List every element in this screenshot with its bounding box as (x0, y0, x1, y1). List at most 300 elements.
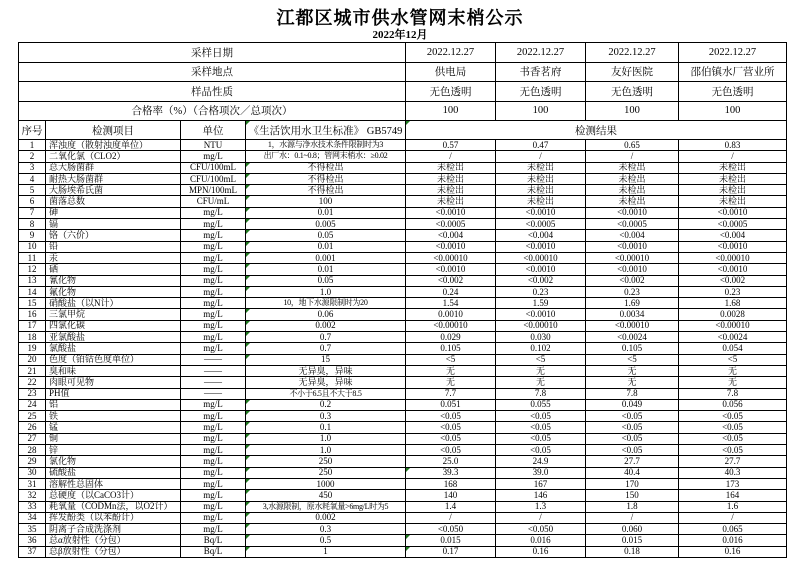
result-value: 7.8 (679, 388, 787, 399)
standard-limit: 3,水源限制，原水耗氧量>6mg/L时为5 (246, 501, 406, 512)
result-value: <0.0010 (406, 207, 496, 218)
item-name: 氟化物 (46, 286, 181, 297)
table-row (19, 275, 787, 286)
result-value: / (679, 512, 787, 523)
table-row (19, 286, 787, 297)
item-name: 四氯化碳 (46, 320, 181, 331)
result-value: 1.8 (586, 501, 679, 512)
info-value: 2022.12.27 (586, 43, 679, 63)
result-value: 未检出 (406, 173, 496, 184)
table-row (19, 151, 787, 162)
result-value: 0.57 (406, 140, 496, 151)
result-value: <0.00010 (679, 252, 787, 263)
result-value: 140 (406, 490, 496, 501)
result-value: 1.4 (406, 501, 496, 512)
unit: mg/L (181, 207, 246, 218)
table-row (19, 219, 787, 230)
table-row (19, 490, 787, 501)
result-value: <0.00010 (586, 252, 679, 263)
item-name: 色度（铂钴色度单位） (46, 354, 181, 365)
result-value: <0.05 (586, 445, 679, 456)
item-name: 硒 (46, 264, 181, 275)
table-row (19, 252, 787, 263)
standard-limit: 0.7 (246, 332, 406, 343)
unit: Bq/L (181, 546, 246, 557)
standard-limit: 0.5 (246, 535, 406, 546)
result-value: 0.029 (406, 332, 496, 343)
item-name: 二氧化氯（CLO2） (46, 151, 181, 162)
unit: MPN/100mL (181, 185, 246, 196)
result-value: <0.002 (679, 275, 787, 286)
result-value: 0.65 (586, 140, 679, 151)
result-value: 无 (679, 365, 787, 376)
result-value: <0.004 (679, 230, 787, 241)
info-label: 合格率（%）（合格项次／总项次） (19, 101, 406, 121)
result-value: 1.69 (586, 298, 679, 309)
unit: CFU/mL (181, 196, 246, 207)
standard-limit: 0.002 (246, 512, 406, 523)
row-number: 6 (19, 196, 46, 207)
result-value: <0.004 (406, 230, 496, 241)
result-value: <0.050 (406, 524, 496, 535)
result-value: 150 (586, 490, 679, 501)
row-number: 28 (19, 445, 46, 456)
standard-limit: 0.05 (246, 275, 406, 286)
result-value: <0.0005 (586, 219, 679, 230)
result-value: <0.004 (496, 230, 586, 241)
info-label: 采样地点 (19, 62, 406, 82)
row-number: 34 (19, 512, 46, 523)
result-value: 未检出 (586, 196, 679, 207)
item-name: 阴离子合成洗涤剂 (46, 524, 181, 535)
result-value: 0.83 (679, 140, 787, 151)
row-number: 1 (19, 140, 46, 151)
info-row (19, 43, 787, 63)
result-value: 0.015 (586, 535, 679, 546)
result-value: 24.9 (496, 456, 586, 467)
result-value: 0.030 (496, 332, 586, 343)
item-name: 汞 (46, 252, 181, 263)
result-value: 未检出 (496, 185, 586, 196)
result-value: 27.7 (586, 456, 679, 467)
result-value: <0.0024 (679, 332, 787, 343)
standard-limit: 15 (246, 354, 406, 365)
header-row (19, 121, 787, 140)
result-value: <0.0024 (586, 332, 679, 343)
row-number: 21 (19, 365, 46, 376)
row-number: 32 (19, 490, 46, 501)
result-value: / (496, 512, 586, 523)
result-value: 1.54 (406, 298, 496, 309)
unit: mg/L (181, 320, 246, 331)
row-number: 26 (19, 422, 46, 433)
result-value: <0.00010 (586, 320, 679, 331)
result-value: 0.0034 (586, 309, 679, 320)
result-value: 0.0028 (679, 309, 787, 320)
result-value: <0.05 (679, 433, 787, 444)
row-number: 36 (19, 535, 46, 546)
standard-limit: 0.3 (246, 524, 406, 535)
result-value: <0.0010 (406, 264, 496, 275)
result-value: 无 (679, 377, 787, 388)
result-value: <5 (586, 354, 679, 365)
item-name: 镉 (46, 219, 181, 230)
result-value: <0.0005 (496, 219, 586, 230)
unit: —— (181, 354, 246, 365)
standard-limit: 不小于6.5且不大于8.5 (246, 388, 406, 399)
row-number: 2 (19, 151, 46, 162)
data-body (19, 140, 787, 558)
result-value: <0.0010 (679, 241, 787, 252)
unit: mg/L (181, 332, 246, 343)
row-number: 10 (19, 241, 46, 252)
table-row (19, 422, 787, 433)
unit: mg/L (181, 309, 246, 320)
info-value: 100 (586, 101, 679, 121)
row-number: 17 (19, 320, 46, 331)
result-value: 1.3 (496, 501, 586, 512)
item-name: 挥发酚类（以苯酚计） (46, 512, 181, 523)
result-value: <0.0010 (586, 241, 679, 252)
row-number: 23 (19, 388, 46, 399)
result-value: <0.0010 (586, 207, 679, 218)
table-row (19, 140, 787, 151)
info-value: 邵伯镇水厂营业所 (679, 62, 787, 82)
row-number: 27 (19, 433, 46, 444)
info-label: 采样日期 (19, 43, 406, 63)
table-row (19, 196, 787, 207)
unit: mg/L (181, 151, 246, 162)
standard-limit: 0.3 (246, 411, 406, 422)
unit: mg/L (181, 422, 246, 433)
unit: mg/L (181, 286, 246, 297)
table-row (19, 501, 787, 512)
result-value: <0.05 (406, 411, 496, 422)
unit: mg/L (181, 252, 246, 263)
info-value: 无色透明 (586, 82, 679, 102)
unit: mg/L (181, 411, 246, 422)
info-value: 友好医院 (586, 62, 679, 82)
result-value: 无 (586, 365, 679, 376)
row-number: 12 (19, 264, 46, 275)
row-number: 25 (19, 411, 46, 422)
unit: mg/L (181, 467, 246, 478)
item-name: 亚氯酸盐 (46, 332, 181, 343)
row-number: 19 (19, 343, 46, 354)
result-value: 0.065 (679, 524, 787, 535)
item-name: 三氯甲烷 (46, 309, 181, 320)
result-value: <0.05 (586, 422, 679, 433)
result-value: / (406, 151, 496, 162)
unit: mg/L (181, 298, 246, 309)
row-number: 8 (19, 219, 46, 230)
row-number: 9 (19, 230, 46, 241)
standard-limit: 1.0 (246, 433, 406, 444)
result-value: 170 (586, 478, 679, 489)
unit: —— (181, 388, 246, 399)
table-row (19, 433, 787, 444)
result-value: <0.05 (496, 445, 586, 456)
table-row (19, 298, 787, 309)
standard-limit: 1000 (246, 478, 406, 489)
result-value: 未检出 (406, 196, 496, 207)
result-value: 0.23 (496, 286, 586, 297)
result-value: / (586, 512, 679, 523)
result-value: 无 (586, 377, 679, 388)
result-value: 1.59 (496, 298, 586, 309)
row-number: 11 (19, 252, 46, 263)
info-value: 书香茗府 (496, 62, 586, 82)
row-number: 20 (19, 354, 46, 365)
result-value: / (679, 151, 787, 162)
standard-limit: 0.2 (246, 399, 406, 410)
table-row (19, 241, 787, 252)
result-value: 27.7 (679, 456, 787, 467)
unit: Bq/L (181, 535, 246, 546)
result-value: <5 (406, 354, 496, 365)
table-row (19, 546, 787, 557)
result-value: <0.0010 (496, 309, 586, 320)
unit: mg/L (181, 241, 246, 252)
result-value: 39.0 (496, 467, 586, 478)
result-value: 0.0010 (406, 309, 496, 320)
result-value: 39.3 (406, 467, 496, 478)
result-value: 0.055 (496, 399, 586, 410)
standard-limit: 1，水源与净水技术条件限制时为3 (246, 140, 406, 151)
table-row (19, 512, 787, 523)
row-number: 13 (19, 275, 46, 286)
standard-limit: 0.01 (246, 207, 406, 218)
unit: mg/L (181, 275, 246, 286)
result-value: 0.051 (406, 399, 496, 410)
result-value: 0.23 (679, 286, 787, 297)
table-row (19, 320, 787, 331)
row-number: 16 (19, 309, 46, 320)
item-name: 锰 (46, 422, 181, 433)
item-name: 氰化物 (46, 275, 181, 286)
result-value: 未检出 (496, 162, 586, 173)
result-value: 0.015 (406, 535, 496, 546)
result-value: <0.004 (586, 230, 679, 241)
info-value: 2022.12.27 (406, 43, 496, 63)
result-value: 无 (406, 365, 496, 376)
result-value: 0.054 (679, 343, 787, 354)
item-name: 硝酸盐（以N计） (46, 298, 181, 309)
result-value: 40.4 (586, 467, 679, 478)
table-row (19, 264, 787, 275)
standard-limit: 0.01 (246, 241, 406, 252)
item-name: 总α放射性（分包） (46, 535, 181, 546)
result-value: 0.016 (496, 535, 586, 546)
result-value: 0.47 (496, 140, 586, 151)
info-row (19, 82, 787, 102)
result-value: <0.05 (406, 422, 496, 433)
result-value: <0.002 (496, 275, 586, 286)
info-value: 无色透明 (679, 82, 787, 102)
standard-limit: 不得检出 (246, 185, 406, 196)
standard-limit: 250 (246, 467, 406, 478)
result-value: / (586, 151, 679, 162)
result-value: <0.050 (496, 524, 586, 535)
row-number: 22 (19, 377, 46, 388)
page-subtitle: 2022年12月 (372, 29, 428, 41)
result-value: 7.7 (406, 388, 496, 399)
row-number: 31 (19, 478, 46, 489)
unit: mg/L (181, 490, 246, 501)
table-row (19, 456, 787, 467)
result-value: 未检出 (679, 173, 787, 184)
result-value: <5 (679, 354, 787, 365)
item-name: 耐热大肠菌群 (46, 173, 181, 184)
result-value: 未检出 (679, 196, 787, 207)
info-body (19, 43, 787, 121)
result-value: 0.17 (406, 546, 496, 557)
row-number: 37 (19, 546, 46, 557)
result-value: 7.8 (496, 388, 586, 399)
result-value: 164 (679, 490, 787, 501)
unit: mg/L (181, 445, 246, 456)
info-row (19, 101, 787, 121)
item-name: 硫酸盐 (46, 467, 181, 478)
result-value: <5 (496, 354, 586, 365)
table-row (19, 332, 787, 343)
standard-limit: 1.0 (246, 286, 406, 297)
standard-limit: 0.06 (246, 309, 406, 320)
column-header-standard: 《生活饮用水卫生标准》 GB5749 (246, 121, 406, 140)
result-value: 未检出 (586, 173, 679, 184)
result-value: 7.8 (586, 388, 679, 399)
result-value: 0.016 (679, 535, 787, 546)
row-number: 35 (19, 524, 46, 535)
result-value: 168 (406, 478, 496, 489)
row-number: 4 (19, 173, 46, 184)
result-value: 25.0 (406, 456, 496, 467)
result-value: 0.060 (586, 524, 679, 535)
row-number: 30 (19, 467, 46, 478)
info-value: 100 (496, 101, 586, 121)
column-header-unit: 单位 (181, 121, 246, 140)
result-value: <0.05 (679, 411, 787, 422)
result-value: <0.05 (679, 445, 787, 456)
result-value: <0.05 (679, 422, 787, 433)
result-value: 0.16 (679, 546, 787, 557)
item-name: 肉眼可见物 (46, 377, 181, 388)
row-number: 5 (19, 185, 46, 196)
item-name: 锌 (46, 445, 181, 456)
unit: CFU/100mL (181, 173, 246, 184)
info-value: 供电局 (406, 62, 496, 82)
result-value: <0.0010 (679, 207, 787, 218)
column-header-result: 检测结果 (406, 121, 787, 140)
result-value: <0.05 (496, 433, 586, 444)
result-value: 未检出 (496, 196, 586, 207)
result-value: 未检出 (586, 185, 679, 196)
result-value: <0.05 (496, 422, 586, 433)
result-value: <0.00010 (406, 252, 496, 263)
result-value: <0.00010 (496, 320, 586, 331)
standard-limit: 无异臭，异味 (246, 365, 406, 376)
item-name: 耗氧量（CODMn法，以O2计） (46, 501, 181, 512)
result-value: / (406, 512, 496, 523)
table-row (19, 377, 787, 388)
standard-limit: 0.05 (246, 230, 406, 241)
table-row (19, 535, 787, 546)
result-value: <0.00010 (496, 252, 586, 263)
item-name: 总硬度（以CaCO3计） (46, 490, 181, 501)
result-value: 1.68 (679, 298, 787, 309)
item-name: 浑浊度（散射浊度单位） (46, 140, 181, 151)
unit: mg/L (181, 478, 246, 489)
result-value: 0.056 (679, 399, 787, 410)
result-value: <0.0010 (496, 264, 586, 275)
result-value: 173 (679, 478, 787, 489)
unit: mg/L (181, 456, 246, 467)
item-name: 菌落总数 (46, 196, 181, 207)
table-row (19, 365, 787, 376)
standard-limit: 0.7 (246, 343, 406, 354)
item-name: 砷 (46, 207, 181, 218)
info-row (19, 62, 787, 82)
unit: —— (181, 377, 246, 388)
table-row (19, 173, 787, 184)
unit: mg/L (181, 433, 246, 444)
standard-limit: 100 (246, 196, 406, 207)
item-name: 氯酸盐 (46, 343, 181, 354)
result-value: 146 (496, 490, 586, 501)
result-value: <0.0010 (406, 241, 496, 252)
item-name: 总β放射性（分包） (46, 546, 181, 557)
page-title: 江都区城市供水管网末梢公示 (276, 8, 524, 28)
table-row (19, 230, 787, 241)
item-name: 总大肠菌群 (46, 162, 181, 173)
standard-limit: 出厂水：0.1~0.8；管网末梢水：≥0.02 (246, 151, 406, 162)
result-value: 未检出 (406, 185, 496, 196)
info-label: 样品性质 (19, 82, 406, 102)
item-name: 氯化物 (46, 456, 181, 467)
unit: mg/L (181, 219, 246, 230)
item-name: 铝 (46, 399, 181, 410)
standard-limit: 0.1 (246, 422, 406, 433)
table-row (19, 399, 787, 410)
result-value: <0.0010 (586, 264, 679, 275)
standard-limit: 450 (246, 490, 406, 501)
standard-limit: 0.005 (246, 219, 406, 230)
result-value: 无 (496, 377, 586, 388)
unit: mg/L (181, 230, 246, 241)
standard-limit: 0.001 (246, 252, 406, 263)
info-value: 2022.12.27 (496, 43, 586, 63)
item-name: 大肠埃希氏菌 (46, 185, 181, 196)
result-value: <0.05 (496, 411, 586, 422)
unit: mg/L (181, 512, 246, 523)
table-row (19, 411, 787, 422)
result-value: 0.102 (496, 343, 586, 354)
result-value: <0.05 (406, 445, 496, 456)
unit: mg/L (181, 399, 246, 410)
unit: mg/L (181, 501, 246, 512)
column-header-item: 检测项目 (46, 121, 181, 140)
result-value: 0.105 (406, 343, 496, 354)
result-value: <0.0005 (406, 219, 496, 230)
row-number: 14 (19, 286, 46, 297)
standard-limit: 250 (246, 456, 406, 467)
result-value: <0.00010 (679, 320, 787, 331)
result-value: <0.05 (586, 411, 679, 422)
result-value: <0.00010 (406, 320, 496, 331)
table-row (19, 445, 787, 456)
item-name: 铜 (46, 433, 181, 444)
table-row (19, 478, 787, 489)
